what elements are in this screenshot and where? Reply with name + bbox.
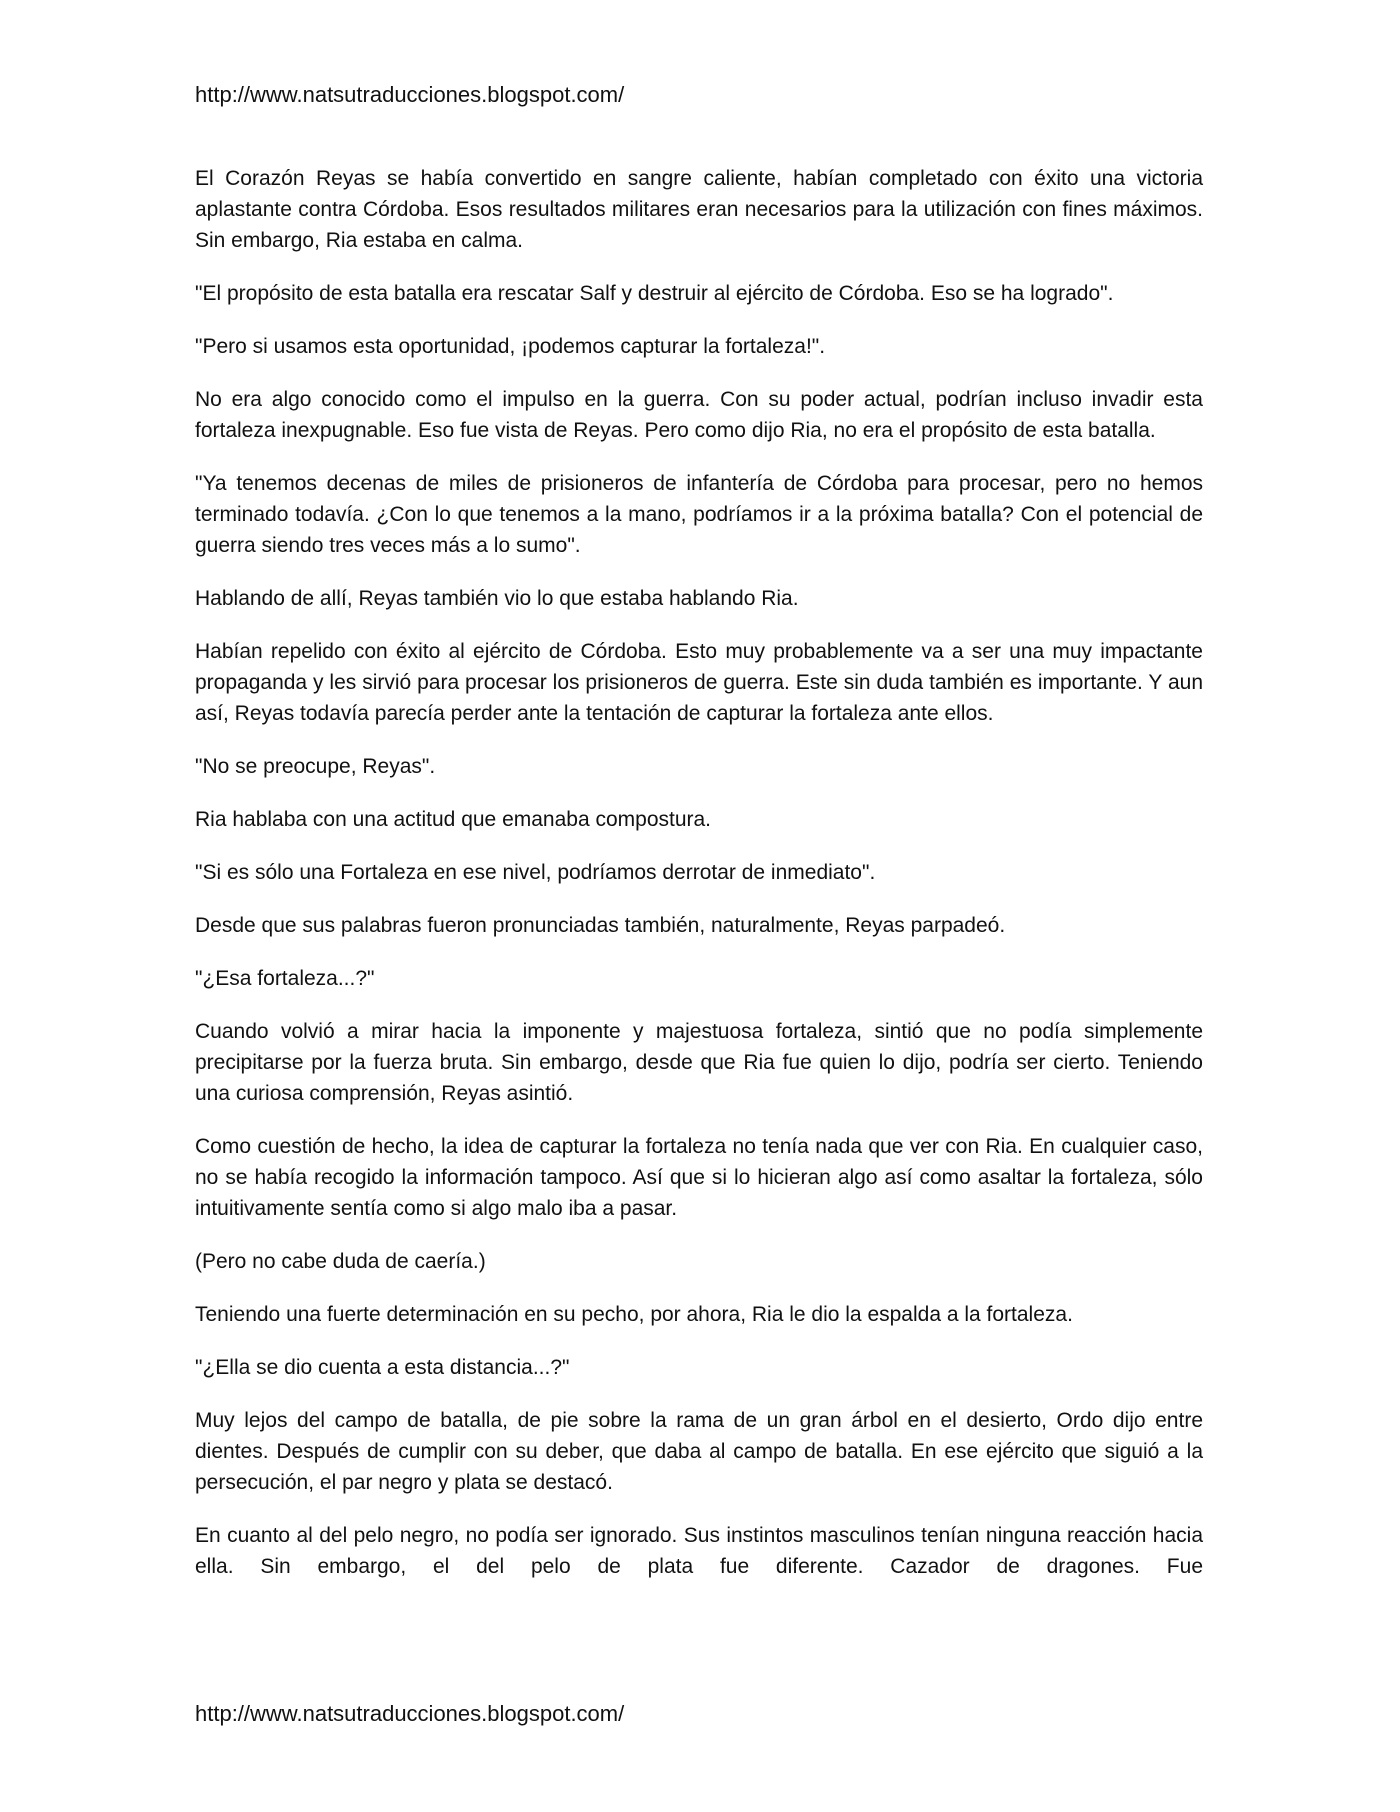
paragraph: (Pero no cabe duda de caería.) (195, 1250, 486, 1273)
header-url[interactable]: http://www.natsutraducciones.blogspot.com/ (195, 82, 625, 107)
paragraph: "Ya tenemos decenas de miles de prisioneros de infantería de Córdoba para procesar, pero no hemos terminado todavía. ¿Con lo que tenemos a la mano, podríamos ir a la próxima batalla? Con el potencial de guerra siendo tres veces más a lo sumo". (195, 472, 1203, 557)
paragraph: Hablando de allí, Reyas también vio lo que estaba hablando Ria. (195, 587, 799, 610)
paragraph: Teniendo una fuerte determinación en su pecho, por ahora, Ria le dio la espalda a la fortaleza. (195, 1303, 1073, 1326)
paragraph: Muy lejos del campo de batalla, de pie sobre la rama de un gran árbol en el desierto, Ordo dijo entre dientes. Después de cumplir con su deber, que daba al campo de batalla. En ese ejército que siguió a la persecución, el par negro y plata se destacó. (195, 1409, 1203, 1494)
paragraph: "Pero si usamos esta oportunidad, ¡podemos capturar la fortaleza!". (195, 335, 826, 358)
document-body (195, 163, 1203, 1582)
paragraph: El Corazón Reyas se había convertido en sangre caliente, habían completado con éxito una victoria aplastante contra Córdoba. Esos resultados militares eran necesarios para la utilización con fines máximos. Sin embargo, Ria estaba en calma. (195, 167, 1203, 252)
paragraph: Como cuestión de hecho, la idea de capturar la fortaleza no tenía nada que ver con Ria. En cualquier caso, no se había recogido la información tampoco. Así que si lo hicieran algo así como asaltar la fortaleza, sólo intuitivamente sentía como si algo malo iba a pasar. (195, 1135, 1203, 1220)
paragraph: No era algo conocido como el impulso en la guerra. Con su poder actual, podrían incluso invadir esta fortaleza inexpugnable. Eso fue vista de Reyas. Pero como dijo Ria, no era el propósito de esta batalla. (195, 388, 1203, 442)
paragraph: Ria hablaba con una actitud que emanaba compostura. (195, 808, 712, 831)
paragraph: "¿Ella se dio cuenta a esta distancia...?" (195, 1356, 570, 1379)
paragraph: En cuanto al del pelo negro, no podía ser ignorado. Sus instintos masculinos tenían ninguna reacción hacia ella. Sin embargo, el del pelo de plata fue diferente. Cazador de dragones. Fue (195, 1524, 1203, 1578)
paragraph: Cuando volvió a mirar hacia la imponente y majestuosa fortaleza, sintió que no podía simplemente precipitarse por la fuerza bruta. Sin embargo, desde que Ria fue quien lo dijo, podría ser cierto. Teniendo una curiosa comprensión, Reyas asintió. (195, 1020, 1203, 1105)
footer-url[interactable]: http://www.natsutraducciones.blogspot.com/ (195, 1701, 625, 1726)
paragraph: "El propósito de esta batalla era rescatar Salf y destruir al ejército de Córdoba. Eso se ha logrado". (195, 282, 1114, 305)
paragraph: "No se preocupe, Reyas". (195, 755, 436, 778)
paragraph: Habían repelido con éxito al ejército de Córdoba. Esto muy probablemente va a ser una muy impactante propaganda y les sirvió para procesar los prisioneros de guerra. Este sin duda también es importante. Y aun así, Reyas todavía parecía perder ante la tentación de capturar la fortaleza ante ellos. (195, 640, 1203, 725)
paragraph: "Si es sólo una Fortaleza en ese nivel, podríamos derrotar de inmediato". (195, 861, 876, 884)
paragraph: Desde que sus palabras fueron pronunciadas también, naturalmente, Reyas parpadeó. (195, 914, 1006, 937)
paragraph: "¿Esa fortaleza...?" (195, 967, 375, 990)
